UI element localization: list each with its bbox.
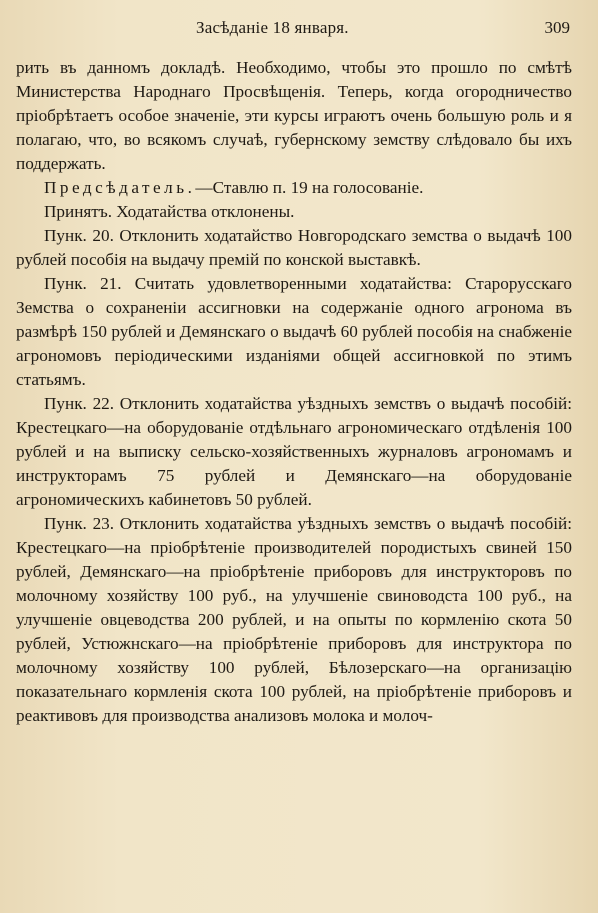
speaker-name: Предсѣдатель. [44,178,196,197]
paragraph-text: Пунк. 23. Отклонить ходатайства уѣздныхъ земствъ о выдачѣ пособій: Крестецкаго—на пріобрѣтеніе производителей породистыхъ свиней 150 рублей, Демянскаго—на пріобрѣтеніе приборовъ для инструкторовъ по молочному хозяйству 100 руб., на улучшеніе свиноводста 100 руб., на улучшеніе овцеводства 200 рублей, и на опыты по кормленію скота 50 рублей, Устюжнскаго—на пріобрѣтеніе приборовъ для инструктора по молочному хозяйству 100 рублей, Бѣлозерскаго—на организацію показательнаго кормленія скота 100 рублей, на пріобрѣтеніе приборовъ и реактивовъ для производства анализовъ молока и молоч- [16,514,572,725]
running-header [16,18,572,48]
paragraph-item-22 [16,392,572,512]
paragraph-item-20 [16,224,572,272]
paragraph-item-23 [16,512,572,728]
paragraph-text: Пунк. 22. Отклонить ходатайства уѣздныхъ земствъ о выдачѣ пособій: Крестецкаго—на оборудованіе отдѣльнаго агрономическаго отдѣленія 100 рублей и на выписку сельско-хозяйственныхъ журналовъ агрономамъ и инструкторамъ 75 рублей и Демянскаго—на оборудованіе агрономическихъ кабинетовъ 50 рублей. [16,394,572,509]
paragraph-item-21 [16,272,572,392]
paragraph-text: Принятъ. Ходатайства отклонены. [44,202,295,221]
page-body [16,56,572,728]
paragraph-accepted [16,200,572,224]
paragraph-text: Пунк. 21. Считать удовлетворенными ходатайства: Старорусскаго Земства о сохраненіи ассигновки на содержаніе одного агронома въ размѣрѣ 150 рублей и Демянскаго о выдачѣ 60 рублей пособія на снабженіе агрономовъ періодическими изданіями общей ассигновкой по этимъ статьямъ. [16,274,572,389]
paragraph-continuation [16,56,572,176]
paragraph-text: —Ставлю п. 19 на голосованіе. [195,178,424,197]
page-number: 309 [544,18,570,37]
paragraph-chairman [16,176,572,200]
paragraph-text: Пунк. 20. Отклонить ходатайство Новгородскаго земства о выдачѣ 100 рублей пособія на выдачу премій по конской выставкѣ. [16,226,572,269]
header-title: Засѣданіе 18 января. [196,18,349,37]
paragraph-text: рить въ данномъ докладѣ. Необходимо, чтобы это прошло по смѣтѣ Министерства Народнаго Просвѣщенія. Теперь, когда огородничество пріобрѣтаетъ особое значеніе, эти курсы играютъ очень большую роль и я полагаю, что, во всякомъ случаѣ, губернскому земству слѣдовало бы ихъ поддержать. [16,58,572,173]
